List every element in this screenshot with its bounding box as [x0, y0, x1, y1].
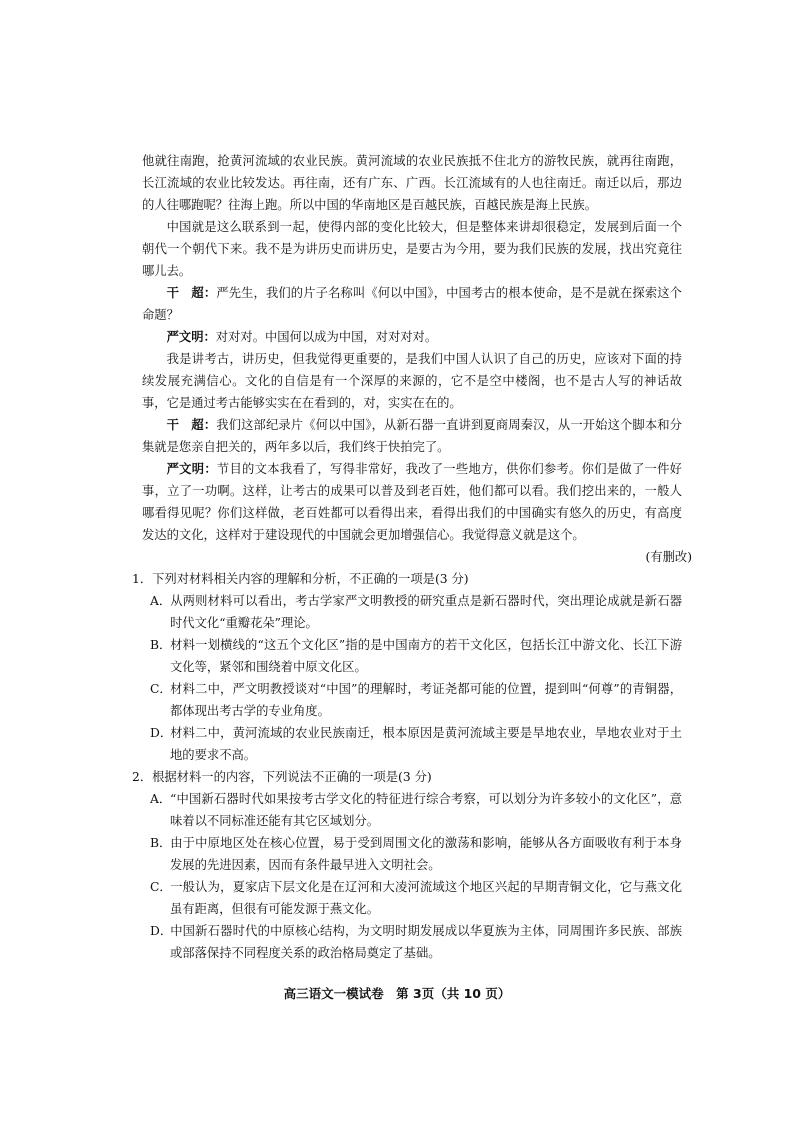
- question-1-option-c: [150, 678, 682, 722]
- speaker-label: 严文明：: [166, 461, 217, 476]
- dialog-yan-wenming-2: [142, 458, 682, 546]
- dialog-text: 我们这部纪录片《何以中国》，从新石器一直讲到夏商周秦汉，从一开始这个脚本和分集就是您亲自把关的，两年多以后，我们终于快拍完了。: [142, 418, 682, 454]
- option-key: D．: [150, 726, 173, 740]
- option-key: B．: [150, 638, 172, 652]
- speaker-label: 干 超：: [166, 417, 217, 432]
- question-2-option-a: [150, 788, 682, 832]
- dialog-text: 严先生，我们的片子名称叫《何以中国》，中国考古的根本使命，是不是就在探索这个命题？: [142, 286, 682, 322]
- abridged-note: (有删改): [645, 550, 692, 564]
- option-text: 从两则材料可以看出，考古学家严文明教授的研究重点是新石器时代，突出理论成就是新石器时代文化“重瓣花朵”理论。: [170, 594, 682, 630]
- dialog-text: 节目的文本我看了，写得非常好，我改了一些地方，供你们参考。你们是做了一件好事，立了一功啊。这样，让考古的成果可以普及到老百姓，他们都可以看。我们挖出来的，一般人哪看得见呢？你们这样做，老百姓都可以看得出来，看得出我们的中国确实有悠久的历史，有高度发达的文化，这样对于建设现代的中国就会更加增强信心。我觉得意义就是这个。: [142, 462, 682, 542]
- speaker-label: 严文明：: [166, 329, 216, 344]
- exam-page-body: [132, 150, 692, 964]
- question-2-option-c: [150, 876, 682, 920]
- option-text: 材料一划横线的“这五个文化区”指的是中国南方的若干文化区，包括长江中游文化、长江下游文化等，紧邻和围绕着中原文化区。: [170, 638, 682, 674]
- option-text: 材料二中，严文明教授谈对“中国”的理解时，考证尧都可能的位置，提到叫“何尊”的青铜器，都体现出考古学的专业角度。: [170, 682, 682, 718]
- page-footer: 高三语文一模试卷 第 3页（共 10 页）: [283, 986, 511, 1001]
- option-key: B．: [150, 836, 172, 850]
- question-2-stem: 2．根据材料一的内容，下列说法不正确的一项是(3 分): [132, 770, 432, 784]
- dialog-gan-chao-1: [142, 282, 682, 326]
- speaker-label: 干 超：: [166, 285, 217, 300]
- question-2-option-d: [150, 920, 682, 964]
- dialog-gan-chao-2: [142, 414, 682, 458]
- passage-paragraph-5: 我是讲考古，讲历史，但我觉得更重要的，是我们中国人认识了自己的历史，应该对下面的持续发展充满信心。文化的自信是有一个深厚的来源的，它不是空中楼阁，也不是古人写的神话故事，它是通过考古能够实实在在看到的，对，实实在在的。: [142, 352, 682, 410]
- option-text: 由于中原地区处在核心位置，易于受到周围文化的激荡和影响，能够从各方面吸收有利于本身发展的先进因素，因而有条件最早进入文明社会。: [170, 836, 682, 872]
- passage-paragraph-2: 中国就是这么联系到一起，使得内部的变化比较大，但是整体来讲却很稳定，发展到后面一个朝代一个朝代下来。我不是为讲历史而讲历史，是要古为今用，要为我们民族的发展，找出究竟往哪儿去。: [142, 220, 682, 278]
- option-key: C．: [150, 880, 172, 894]
- option-key: D．: [150, 924, 173, 938]
- question-1-stem: 1．下列对材料相关内容的理解和分析，不正确的一项是(3 分): [132, 572, 469, 586]
- question-1-option-d: [150, 722, 682, 766]
- dialog-yan-wenming-1: [142, 326, 682, 348]
- option-text: 材料二中，黄河流域的农业民族南迁，根本原因是黄河流域主要是旱地农业，旱地农业对于土地的要求不高。: [170, 726, 682, 762]
- question-1-option-b: [150, 634, 682, 678]
- option-key: A．: [150, 594, 172, 608]
- option-text: 一般认为，夏家店下层文化是在辽河和大凌河流域这个地区兴起的早期青铜文化，它与燕文化虽有距离，但很有可能发源于燕文化。: [170, 880, 682, 916]
- option-key: A．: [150, 792, 172, 806]
- option-key: C．: [150, 682, 172, 696]
- dialog-text: 对对对。中国何以成为中国，对对对对。: [215, 330, 438, 344]
- option-text: “中国新石器时代如果按考古学文化的特征进行综合考察，可以划分为许多较小的文化区”，意味着以不同标准还能有其它区域划分。: [170, 792, 682, 828]
- option-text: 中国新石器时代的中原核心结构，为文明时期发展成以华夏族为主体，同周围许多民族、部族或部落保持不同程度关系的政治格局奠定了基础。: [170, 924, 682, 960]
- question-1-option-a: [150, 590, 682, 634]
- question-2-option-b: [150, 832, 682, 876]
- passage-paragraph-1: 他就往南跑，抢黄河流域的农业民族。黄河流域的农业民族抵不住北方的游牧民族，就再往南跑，长江流域的农业比较发达。再往南，还有广东、广西。长江流域有的人也往南迁。南迁以后，那边的人往哪跑呢？往海上跑。所以中国的华南地区是百越民族，百越民族是海上民族。: [142, 154, 682, 212]
